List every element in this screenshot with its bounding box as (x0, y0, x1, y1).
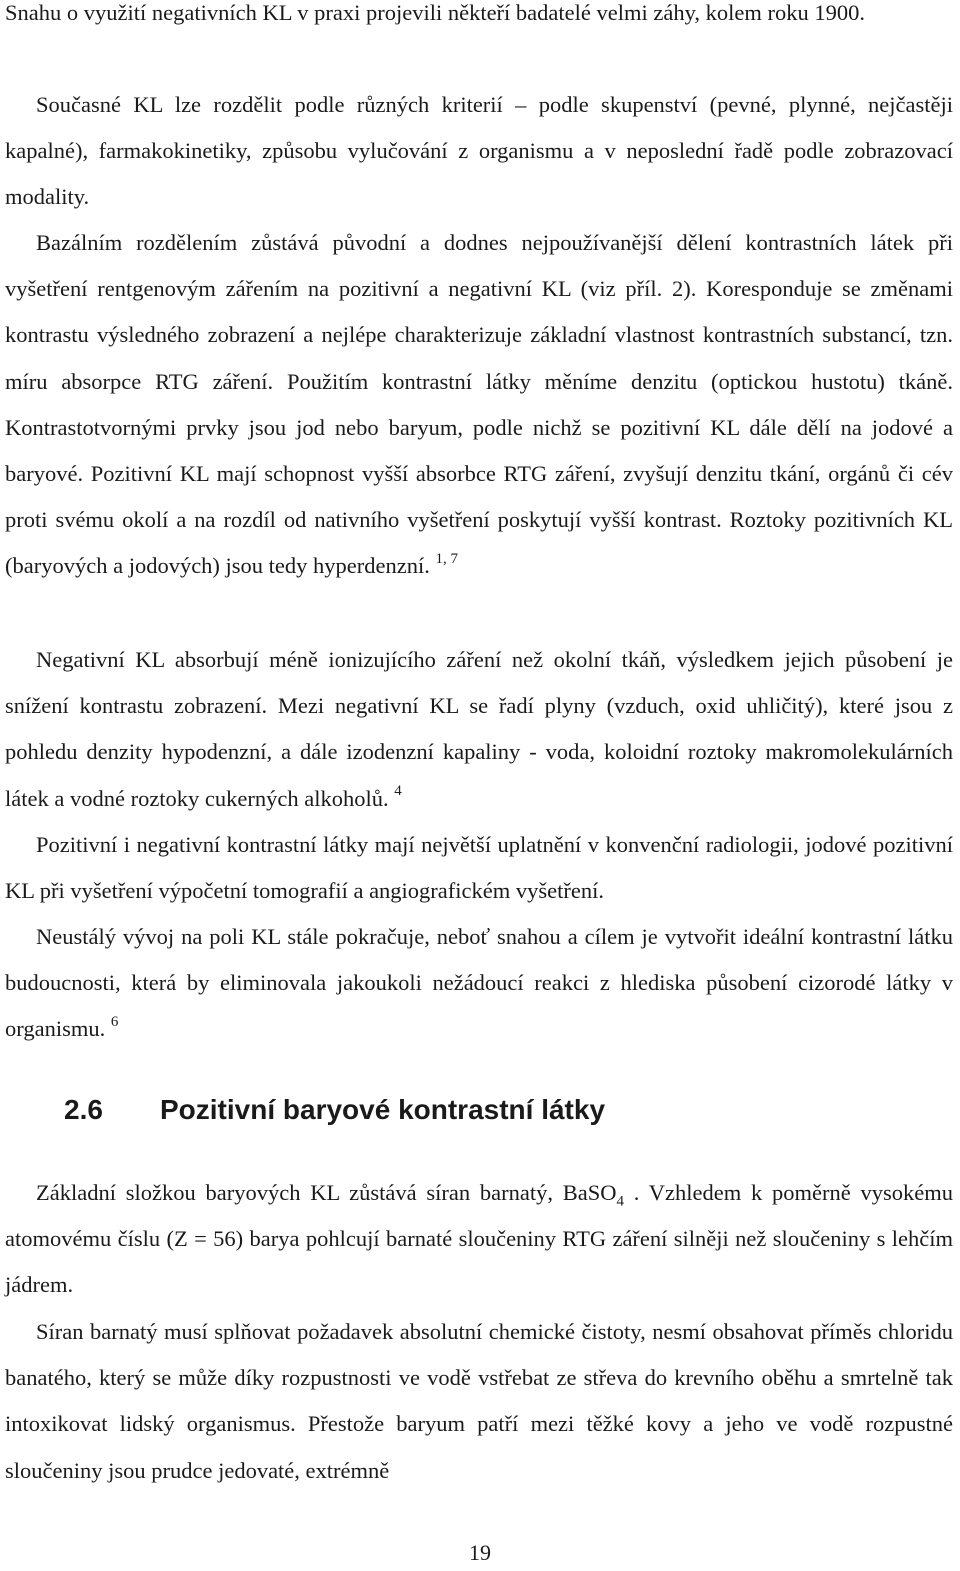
citation-reference: 4 (394, 783, 402, 800)
paragraph-intro-history (5, 0, 953, 36)
section-number: 2.6 (64, 1094, 103, 1125)
paragraph-text: Negativní KL absorbují méně ionizujícího záření než okolní tkáň, výsledkem jejich působení je snížení kontrastu zobrazení. Mezi negativní KL se řadí plyny (vzduch, oxid uhličitý), které jsou z pohledu denzity hypodenzní, a dále izodenzní kapaliny - voda, koloidní roztoky makromolekulárních látek a vodné roztoky cukerných alkoholů. (5, 647, 953, 811)
chemical-subscript: 4 (616, 1193, 625, 1210)
section-title: Pozitivní baryové kontrastní látky (160, 1094, 606, 1125)
citation-reference: 6 (110, 1013, 119, 1030)
paragraph-barium-sulfate (5, 1170, 953, 1309)
paragraph-text: Základní složkou baryových KL zůstává síran barnatý, BaSO (36, 1180, 617, 1205)
paragraph-text: Bazálním rozdělením zůstává původní a dodnes nejpoužívanější dělení kontrastních látek při vyšetření rentgenovým zářením na pozitivní a negativní KL (viz příl. 2). Koresponduje se změnami kontrastu výsledného zobrazení a nejlépe charakterizuje základní vlastnost kontrastních substancí, tzn. míru absorpce RTG záření. Použitím kontrastní látky měníme denzitu (optickou hustotu) tkáně. Kontrastotvornými prvky jsou jod nebo baryum, podle nichž se pozitivní KL dále dělí na jodové a baryové. Pozitivní KL mají schopnost vyšší absorbce RTG záření, zvyšují denzitu tkání, orgánů či cév proti svému okolí a na rozdíl od nativního vyšetření poskytují vyšší kontrast. Roztoky pozitivních KL (baryových a jodových) jsou tedy hyperdenzní. (5, 230, 953, 579)
paragraph-text: Síran barnatý musí splňovat požadavek absolutní chemické čistoty, nesmí obsahovat příměs chloridu banatého, který se může díky rozpustnosti ve vodě vstřebat ze střeva do krevního oběhu a smrtelně tak intoxikovat lidský organismus. Přestože baryum patří mezi těžké kovy a jeho ve vodě rozpustné sloučeniny jsou prudce jedovaté, extrémně (5, 1319, 953, 1483)
paragraph-classification (5, 82, 953, 221)
paragraph-text: Současné KL lze rozdělit podle různých kriterií – podle skupenství (pevné, plynné, nejčastěji kapalné), farmakokinetiky, způsobu vylučování z organismu a v neposlední řadě podle zobrazovací modality. (5, 92, 953, 210)
paragraph-purity (5, 1309, 953, 1494)
paragraph-usage (5, 822, 953, 914)
paragraph-text: . Vzhledem k poměrně vysokému atomovému číslu (Z = 56) barya pohlcují barnaté sloučeniny RTG záření silněji než sloučeniny s lehčím jádrem. (5, 1180, 954, 1298)
paragraph-text: Snahu o využití negativních KL v praxi projevili někteří badatelé velmi záhy, kolem roku 1900. (5, 0, 865, 25)
paragraph-negative-agents (5, 637, 953, 822)
page-number: 19 (469, 1540, 491, 1565)
section-heading (64, 1088, 605, 1132)
paragraph-text: Neustálý vývoj na poli KL stále pokračuje, neboť snahou a cílem je vytvořit ideální kontrastní látku budoucnosti, která by eliminovala jakoukoli nežádoucí reakci z hlediska působení cizorodé látky v organismu. (5, 924, 953, 1042)
paragraph-positive-negative (5, 220, 953, 590)
paragraph-development (5, 914, 953, 1053)
paragraph-text: Pozitivní i negativní kontrastní látky mají největší uplatnění v konvenční radiologii, jodové pozitivní KL při vyšetření výpočetní tomografií a angiografickém vyšetření. (5, 832, 953, 904)
citation-reference: 1, 7 (435, 550, 458, 567)
